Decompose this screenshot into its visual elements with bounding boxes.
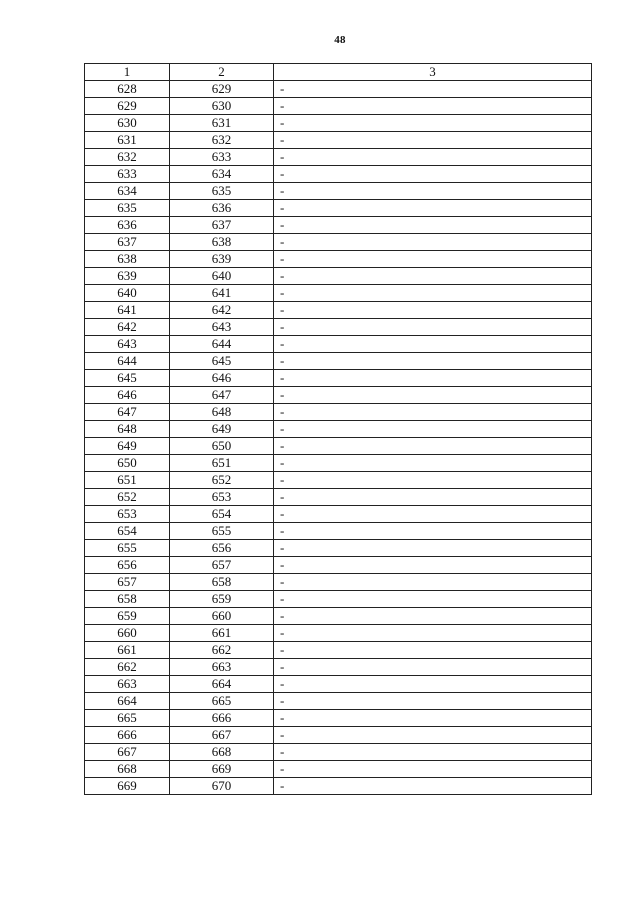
table-cell-col1: 628 [85, 81, 170, 98]
table-cell-col3: - [274, 625, 592, 642]
table-cell-col1: 658 [85, 591, 170, 608]
table-cell-col1: 669 [85, 778, 170, 795]
table-row [85, 472, 592, 489]
table-cell-col1: 647 [85, 404, 170, 421]
table-cell-col2: 631 [170, 115, 274, 132]
table-cell-col1: 660 [85, 625, 170, 642]
table-cell-col3: - [274, 710, 592, 727]
table-row [85, 506, 592, 523]
table-row [85, 778, 592, 795]
header-row [85, 64, 592, 81]
table-cell-col2: 633 [170, 149, 274, 166]
table-cell-col2: 661 [170, 625, 274, 642]
table-cell-col3: - [274, 268, 592, 285]
table-cell-col3: - [274, 421, 592, 438]
table-row [85, 455, 592, 472]
table-cell-col2: 629 [170, 81, 274, 98]
table-cell-col3: - [274, 489, 592, 506]
table-cell-col2: 647 [170, 387, 274, 404]
table-cell-col1: 637 [85, 234, 170, 251]
table-row [85, 166, 592, 183]
table-cell-col1: 663 [85, 676, 170, 693]
table-row [85, 404, 592, 421]
table-cell-col1: 646 [85, 387, 170, 404]
table-row [85, 625, 592, 642]
table-cell-col1: 662 [85, 659, 170, 676]
table-cell-col2: 651 [170, 455, 274, 472]
table-cell-col2: 646 [170, 370, 274, 387]
table-row [85, 574, 592, 591]
table-cell-col3: - [274, 557, 592, 574]
data-table [84, 63, 592, 795]
table-cell-col2: 655 [170, 523, 274, 540]
table-cell-col1: 632 [85, 149, 170, 166]
table-row [85, 217, 592, 234]
column-header-3: 3 [274, 64, 592, 81]
table-cell-col3: - [274, 234, 592, 251]
table-cell-col2: 635 [170, 183, 274, 200]
table-row [85, 81, 592, 98]
table-row [85, 268, 592, 285]
table-cell-col1: 665 [85, 710, 170, 727]
table-row [85, 693, 592, 710]
table-cell-col1: 630 [85, 115, 170, 132]
table-cell-col3: - [274, 676, 592, 693]
table-cell-col1: 667 [85, 744, 170, 761]
table-cell-col1: 655 [85, 540, 170, 557]
table-cell-col3: - [274, 659, 592, 676]
table-cell-col2: 665 [170, 693, 274, 710]
table-cell-col1: 650 [85, 455, 170, 472]
table-cell-col1: 654 [85, 523, 170, 540]
table-cell-col1: 634 [85, 183, 170, 200]
table-cell-col3: - [274, 404, 592, 421]
table-row [85, 370, 592, 387]
table-row [85, 115, 592, 132]
table-cell-col2: 643 [170, 319, 274, 336]
table-cell-col2: 653 [170, 489, 274, 506]
table-cell-col3: - [274, 778, 592, 795]
column-header-1: 1 [85, 64, 170, 81]
table-cell-col1: 629 [85, 98, 170, 115]
table-cell-col3: - [274, 115, 592, 132]
table-cell-col3: - [274, 370, 592, 387]
table-cell-col3: - [274, 319, 592, 336]
table-cell-col1: 638 [85, 251, 170, 268]
table-row [85, 540, 592, 557]
table-row [85, 727, 592, 744]
table-cell-col2: 660 [170, 608, 274, 625]
table-cell-col1: 653 [85, 506, 170, 523]
table-cell-col3: - [274, 149, 592, 166]
table-cell-col2: 648 [170, 404, 274, 421]
table-cell-col1: 661 [85, 642, 170, 659]
table-cell-col3: - [274, 727, 592, 744]
table-row [85, 336, 592, 353]
table-row [85, 591, 592, 608]
table-cell-col2: 644 [170, 336, 274, 353]
table-cell-col3: - [274, 217, 592, 234]
table-cell-col3: - [274, 642, 592, 659]
table-row [85, 98, 592, 115]
table-row [85, 234, 592, 251]
table-cell-col1: 642 [85, 319, 170, 336]
table-cell-col3: - [274, 744, 592, 761]
table-row [85, 659, 592, 676]
table-cell-col1: 643 [85, 336, 170, 353]
table-row [85, 438, 592, 455]
table-cell-col3: - [274, 183, 592, 200]
table-cell-col2: 640 [170, 268, 274, 285]
table-row [85, 251, 592, 268]
table-cell-col3: - [274, 455, 592, 472]
table-row [85, 285, 592, 302]
table-row [85, 523, 592, 540]
table-row [85, 710, 592, 727]
table-row [85, 489, 592, 506]
table-row [85, 642, 592, 659]
table-cell-col2: 652 [170, 472, 274, 489]
table-row [85, 132, 592, 149]
table-cell-col2: 654 [170, 506, 274, 523]
table-cell-col2: 642 [170, 302, 274, 319]
table-cell-col1: 666 [85, 727, 170, 744]
table-cell-col1: 639 [85, 268, 170, 285]
table-cell-col3: - [274, 200, 592, 217]
table-body [85, 81, 592, 795]
table-cell-col2: 656 [170, 540, 274, 557]
table-cell-col2: 657 [170, 557, 274, 574]
table-cell-col1: 657 [85, 574, 170, 591]
table-cell-col1: 656 [85, 557, 170, 574]
table-cell-col2: 659 [170, 591, 274, 608]
table-cell-col2: 632 [170, 132, 274, 149]
table-header [85, 64, 592, 81]
table-cell-col3: - [274, 132, 592, 149]
table-cell-col3: - [274, 302, 592, 319]
table-cell-col2: 664 [170, 676, 274, 693]
table-cell-col2: 630 [170, 98, 274, 115]
table-cell-col1: 664 [85, 693, 170, 710]
table-row [85, 744, 592, 761]
table-row [85, 761, 592, 778]
table-cell-col3: - [274, 540, 592, 557]
table-cell-col3: - [274, 81, 592, 98]
page-number: 48 [334, 34, 346, 46]
table-cell-col1: 631 [85, 132, 170, 149]
table-cell-col2: 639 [170, 251, 274, 268]
table-row [85, 676, 592, 693]
table-cell-col3: - [274, 387, 592, 404]
table-row [85, 557, 592, 574]
table-cell-col1: 633 [85, 166, 170, 183]
table-cell-col3: - [274, 166, 592, 183]
table-cell-col2: 662 [170, 642, 274, 659]
table-cell-col3: - [274, 251, 592, 268]
table-cell-col2: 670 [170, 778, 274, 795]
table-cell-col3: - [274, 98, 592, 115]
table-cell-col1: 635 [85, 200, 170, 217]
table-cell-col3: - [274, 574, 592, 591]
table-row [85, 183, 592, 200]
table-cell-col2: 645 [170, 353, 274, 370]
table-cell-col2: 668 [170, 744, 274, 761]
column-header-2: 2 [170, 64, 274, 81]
table-cell-col1: 645 [85, 370, 170, 387]
table-cell-col2: 650 [170, 438, 274, 455]
table-row [85, 608, 592, 625]
table-cell-col1: 659 [85, 608, 170, 625]
table-cell-col2: 658 [170, 574, 274, 591]
table-cell-col3: - [274, 591, 592, 608]
table-cell-col1: 649 [85, 438, 170, 455]
table-cell-col1: 644 [85, 353, 170, 370]
table-cell-col3: - [274, 761, 592, 778]
table-cell-col3: - [274, 285, 592, 302]
table-row [85, 421, 592, 438]
table-cell-col3: - [274, 506, 592, 523]
table-cell-col2: 634 [170, 166, 274, 183]
table-cell-col2: 669 [170, 761, 274, 778]
table-row [85, 149, 592, 166]
table-cell-col3: - [274, 472, 592, 489]
table-cell-col1: 651 [85, 472, 170, 489]
table-cell-col3: - [274, 693, 592, 710]
table-cell-col3: - [274, 438, 592, 455]
table-cell-col3: - [274, 353, 592, 370]
table-row [85, 319, 592, 336]
table-cell-col2: 649 [170, 421, 274, 438]
table-cell-col1: 648 [85, 421, 170, 438]
table-cell-col2: 641 [170, 285, 274, 302]
table-cell-col1: 652 [85, 489, 170, 506]
table-row [85, 353, 592, 370]
table-cell-col1: 640 [85, 285, 170, 302]
table-cell-col2: 666 [170, 710, 274, 727]
table-cell-col2: 637 [170, 217, 274, 234]
table-cell-col3: - [274, 608, 592, 625]
table-cell-col3: - [274, 336, 592, 353]
table-row [85, 200, 592, 217]
table-row [85, 302, 592, 319]
table-cell-col2: 636 [170, 200, 274, 217]
table-cell-col2: 667 [170, 727, 274, 744]
table-row [85, 387, 592, 404]
table-cell-col2: 638 [170, 234, 274, 251]
table-cell-col2: 663 [170, 659, 274, 676]
table-cell-col1: 641 [85, 302, 170, 319]
table-cell-col1: 668 [85, 761, 170, 778]
table-cell-col1: 636 [85, 217, 170, 234]
table-cell-col3: - [274, 523, 592, 540]
